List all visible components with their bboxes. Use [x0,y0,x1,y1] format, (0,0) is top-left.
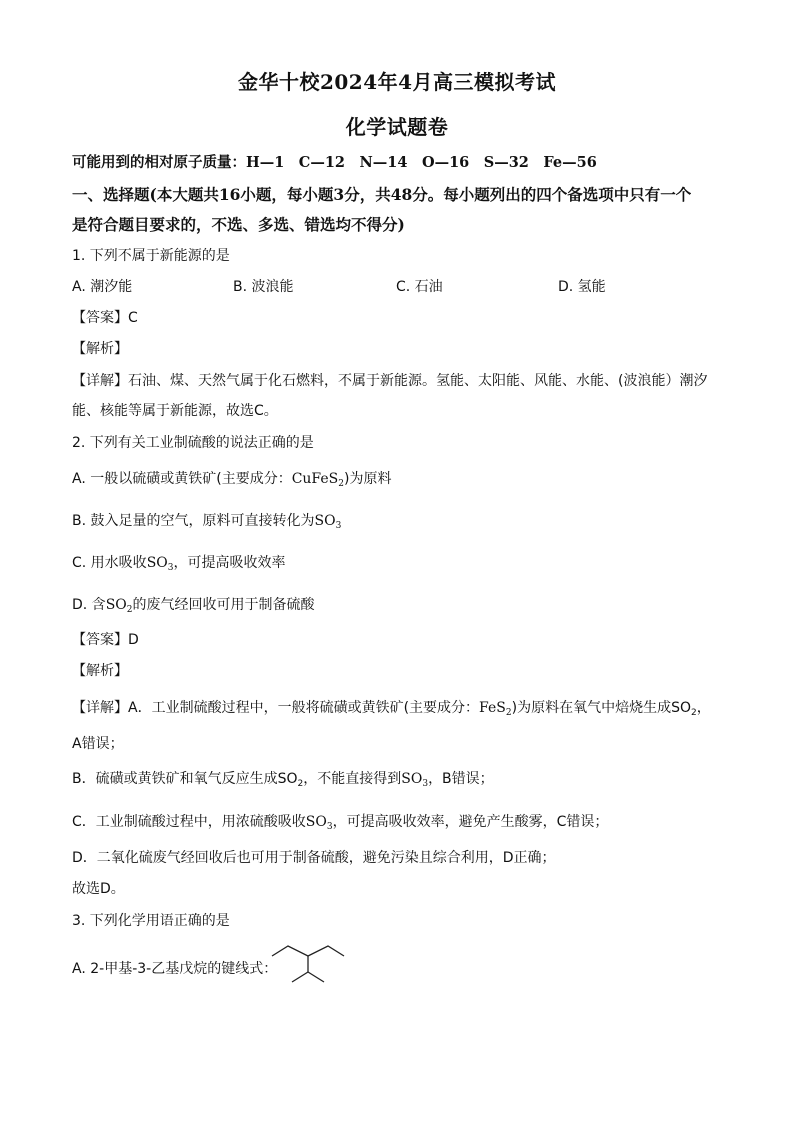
formula-so3: $SO_3$ [401,771,429,789]
atomic-masses: 可能用到的相对原子质量：H—1 C—12 N—14 O—16 S—32 Fe—56 [72,154,597,171]
q2-option-b: B. 鼓入足量的空气，原料可直接转化为$SO_3$ [72,513,342,531]
q1-stem: 1. 下列不属于新能源的是 [72,248,230,264]
section-heading-line1: 一、选择题(本大题共16小题，每小题3分，共48分。每小题列出的四个备选项中只有一个 [72,185,692,204]
q2-stem: 2. 下列有关工业制硫酸的说法正确的是 [72,435,314,451]
q1-option-a: A. 潮汐能 [72,279,133,295]
methyl-bond-left [292,972,308,982]
q1-analysis-label: 【解析】 [72,341,128,357]
q1-option-c: C. 石油 [396,279,443,295]
q2-option-d: D. 含$SO_2$的废气经回收可用于制备硫酸 [72,597,315,615]
q2-detail-a: 【详解】A．工业制硫酸过程中，一般将硫磺或黄铁矿(主要成分：FeS$_2$)为原料在氧气中焙烧生成$SO_2$， [72,700,711,718]
q2-answer: 【答案】D [72,632,139,648]
exam-subtitle: 化学试题卷 [345,115,449,139]
formula-so3: $SO_3$ [146,555,174,573]
q3-option-a: A. 2-甲基-3-乙基戊烷的键线式： [72,961,278,977]
q2-detail-c: C．工业制硫酸过程中，用浓硫酸吸收$SO_3$，可提高吸收效率，避免产生酸雾，C错误； [72,814,609,832]
exam-title: 金华十校2024年4月高三模拟考试 [237,70,557,94]
formula-so3: $SO_3$ [305,814,333,832]
q1-detail-line1: 【详解】石油、煤、天然气属于化石燃料，不属于新能源。氢能、太阳能、风能、水能、(波浪能）潮汐 [72,373,708,389]
q2-option-c: C. 用水吸收$SO_3$，可提高吸收效率 [72,555,286,573]
q2-option-a: A. 一般以硫磺或黄铁矿(主要成分：CuFeS$_2$)为原料 [72,471,392,489]
q2-detail-a-line2: A错误； [72,736,124,752]
q1-option-b: B. 波浪能 [233,279,294,295]
q3-stem: 3. 下列化学用语正确的是 [72,913,230,929]
q1-answer: 【答案】C [72,310,138,326]
main-chain-bonds [272,946,344,956]
formula-so3: $SO_3$ [314,513,342,531]
q2-detail-b: B．硫磺或黄铁矿和氧气反应生成$SO_2$，不能直接得到$SO_3$，B错误； [72,771,494,789]
formula-cufes2: CuFeS$_2$ [291,471,344,489]
q2-analysis-label: 【解析】 [72,663,128,679]
q1-detail-line2: 能、核能等属于新能源，故选C。 [72,403,278,419]
formula-fes2: FeS$_2$ [479,700,512,718]
formula-so2: $SO_2$ [105,597,133,615]
section-heading-line2: 是符合题目要求的，不选、多选、错选均不得分) [72,215,405,234]
q1-option-d: D. 氢能 [558,279,606,295]
q2-conclusion: 故选D。 [72,881,125,897]
skeletal-formula-diagram [268,938,348,986]
q2-detail-d: D．二氧化硫废气经回收后也可用于制备硫酸，避免污染且综合利用，D正确； [72,850,556,866]
methyl-bond-right [308,972,324,982]
